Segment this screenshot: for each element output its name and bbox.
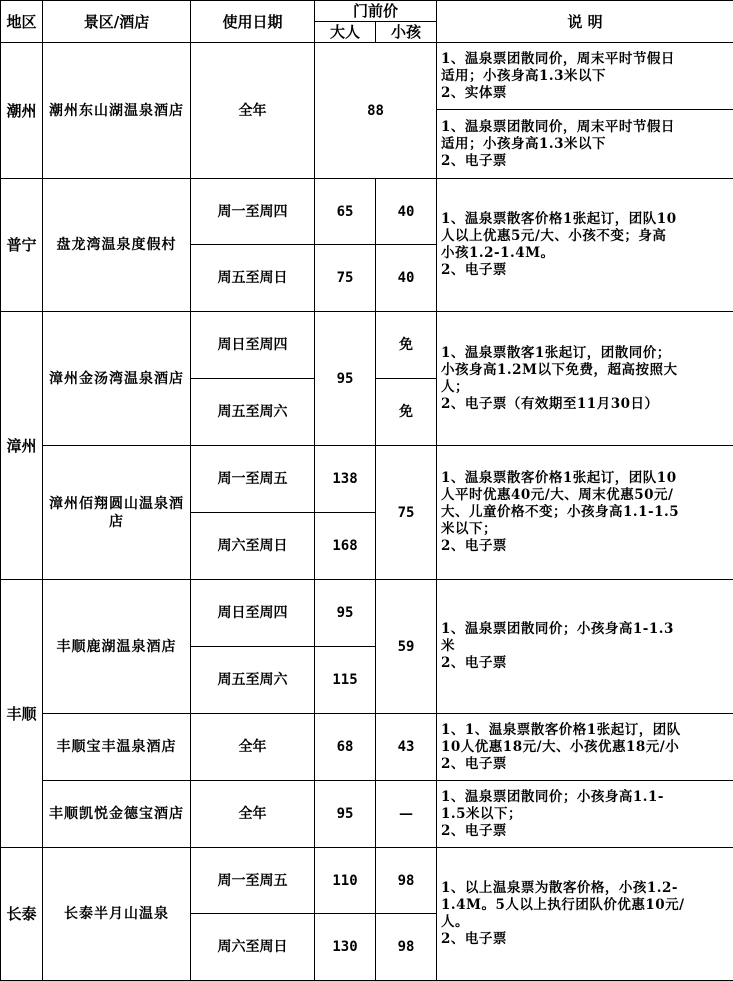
note-line: 人平时优惠40元/大、周末优惠50元/ xyxy=(441,487,674,503)
price-cell: 88 xyxy=(315,43,437,179)
note-line: 2、电子票 xyxy=(441,655,507,671)
note-line: 1、温泉票散客价格1张起订，团队10 xyxy=(441,211,677,227)
child-price-cell: 98 xyxy=(376,848,437,914)
region-cell: 丰顺 xyxy=(1,580,43,848)
child-price-cell: 免 xyxy=(376,312,437,379)
date-cell: 周一至周五 xyxy=(191,848,315,914)
date-cell: 周日至周四 xyxy=(191,312,315,379)
venue-cell: 长泰半月山温泉 xyxy=(43,848,191,981)
adult-price-cell: 95 xyxy=(315,580,376,647)
adult-price-cell: 95 xyxy=(315,312,376,446)
note-cell xyxy=(437,446,733,580)
note-line: 2、电子票 xyxy=(441,152,507,169)
adult-price-cell: 75 xyxy=(315,245,376,312)
adult-price-cell: 168 xyxy=(315,513,376,580)
note-line: 人以上优惠5元/大、小孩不变；身高 xyxy=(441,228,667,244)
header-region: 地区 xyxy=(1,1,43,43)
note-line: 1.5米以下； xyxy=(441,805,523,822)
adult-price-cell: 65 xyxy=(315,179,376,245)
adult-price-cell: 138 xyxy=(315,446,376,513)
date-cell: 周五至周六 xyxy=(191,647,315,714)
adult-price-cell: 95 xyxy=(315,781,376,848)
note-line: 2、电子票 xyxy=(441,262,507,278)
venue-cell: 盘龙湾温泉度假村 xyxy=(43,179,191,312)
child-price-cell: — xyxy=(376,781,437,848)
date-cell: 全年 xyxy=(191,43,315,179)
note-line: 小孩1.2-1.4M。 xyxy=(441,245,555,261)
note-line: 2、电子票 xyxy=(441,538,507,554)
note-line: 2、电子票 xyxy=(441,755,507,772)
note-line: 1、温泉票团散同价；小孩身高1-1.3 xyxy=(441,621,674,637)
note-cell xyxy=(437,714,733,781)
venue-cell: 丰顺鹿湖温泉酒店 xyxy=(43,580,191,714)
adult-price-cell: 68 xyxy=(315,714,376,781)
date-cell: 全年 xyxy=(191,714,315,781)
header-row xyxy=(1,1,733,22)
region-cell: 长泰 xyxy=(1,848,43,981)
note-cell xyxy=(437,179,733,312)
date-cell: 全年 xyxy=(191,781,315,848)
note-line: 1、温泉票团散同价，周末平时节假日 xyxy=(441,50,675,67)
date-cell: 周六至周日 xyxy=(191,513,315,580)
table-row xyxy=(1,446,733,513)
table-row xyxy=(1,848,733,914)
table-row xyxy=(1,714,733,781)
note-line: 2、电子票 xyxy=(441,822,507,839)
region-cell: 漳州 xyxy=(1,312,43,580)
note-line: 米 xyxy=(441,638,456,654)
date-cell: 周一至周五 xyxy=(191,446,315,513)
note-line: 人； xyxy=(441,378,470,395)
table-row xyxy=(1,781,733,848)
venue-cell: 丰顺凯悦金德宝酒店 xyxy=(43,781,191,848)
child-price-cell: 98 xyxy=(376,914,437,981)
note-line: 2、电子票 xyxy=(441,931,507,947)
note-line: 1、温泉票团散同价，周末平时节假日 xyxy=(441,118,675,135)
child-price-cell: 40 xyxy=(376,245,437,312)
venue-cell: 潮州东山湖温泉酒店 xyxy=(43,43,191,179)
note-line: 2、电子票（有效期至11月30日） xyxy=(441,395,659,412)
note-line: 1、温泉票团散同价；小孩身高1.1- xyxy=(441,788,664,805)
header-date: 使用日期 xyxy=(191,1,315,43)
date-cell: 周六至周日 xyxy=(191,914,315,981)
child-price-cell: 59 xyxy=(376,580,437,714)
note-cell xyxy=(437,848,733,981)
table-row xyxy=(1,179,733,245)
note-line: 2、实体票 xyxy=(441,84,507,101)
table-row xyxy=(1,580,733,647)
note-line: 1、以上温泉票为散客价格，小孩1.2- xyxy=(441,880,678,896)
note-cell xyxy=(437,580,733,714)
region-cell: 普宁 xyxy=(1,179,43,312)
note-line: 适用；小孩身高1.3米以下 xyxy=(441,135,607,152)
venue-cell: 丰顺宝丰温泉酒店 xyxy=(43,714,191,781)
header-price: 门前价 xyxy=(315,1,437,22)
note-line: 人。 xyxy=(441,914,470,930)
child-price-cell: 43 xyxy=(376,714,437,781)
note-cell xyxy=(437,110,733,179)
note-line: 小孩身高1.2M以下免费，超高按照大 xyxy=(441,361,678,378)
note-line: 米以下； xyxy=(441,521,498,537)
header-adult: 大人 xyxy=(315,22,376,43)
child-price-cell: 免 xyxy=(376,379,437,446)
child-price-cell: 40 xyxy=(376,179,437,245)
venue-cell: 漳州佰翔圆山温泉酒店 xyxy=(43,446,191,580)
adult-price-cell: 110 xyxy=(315,848,376,914)
adult-price-cell: 115 xyxy=(315,647,376,714)
date-cell: 周五至周日 xyxy=(191,245,315,312)
table-row xyxy=(1,43,733,110)
note-line: 1、温泉票散客价格1张起订，团队10 xyxy=(441,470,677,486)
note-cell xyxy=(437,43,733,110)
header-child: 小孩 xyxy=(376,22,437,43)
header-note: 说 明 xyxy=(437,1,733,43)
note-line: 1、温泉票散客1张起订，团散同价； xyxy=(441,344,671,361)
date-cell: 周日至周四 xyxy=(191,580,315,647)
region-cell: 潮州 xyxy=(1,43,43,179)
header-venue: 景区/酒店 xyxy=(43,1,191,43)
note-line: 10人优惠18元/大、小孩优惠18元/小 xyxy=(441,738,680,755)
note-line: 适用；小孩身高1.3米以下 xyxy=(441,67,607,84)
note-line: 1.4M。5人以上执行团队价优惠10元/ xyxy=(441,897,685,913)
date-cell: 周五至周六 xyxy=(191,379,315,446)
note-line: 1、1、温泉票散客价格1张起订，团队 xyxy=(441,721,681,738)
venue-cell: 漳州金汤湾温泉酒店 xyxy=(43,312,191,446)
date-cell: 周一至周四 xyxy=(191,179,315,245)
note-line: 大、儿童价格不变；小孩身高1.1-1.5 xyxy=(441,504,680,520)
child-price-cell: 75 xyxy=(376,446,437,580)
table-row xyxy=(1,312,733,379)
note-cell xyxy=(437,781,733,848)
adult-price-cell: 130 xyxy=(315,914,376,981)
note-cell xyxy=(437,312,733,446)
